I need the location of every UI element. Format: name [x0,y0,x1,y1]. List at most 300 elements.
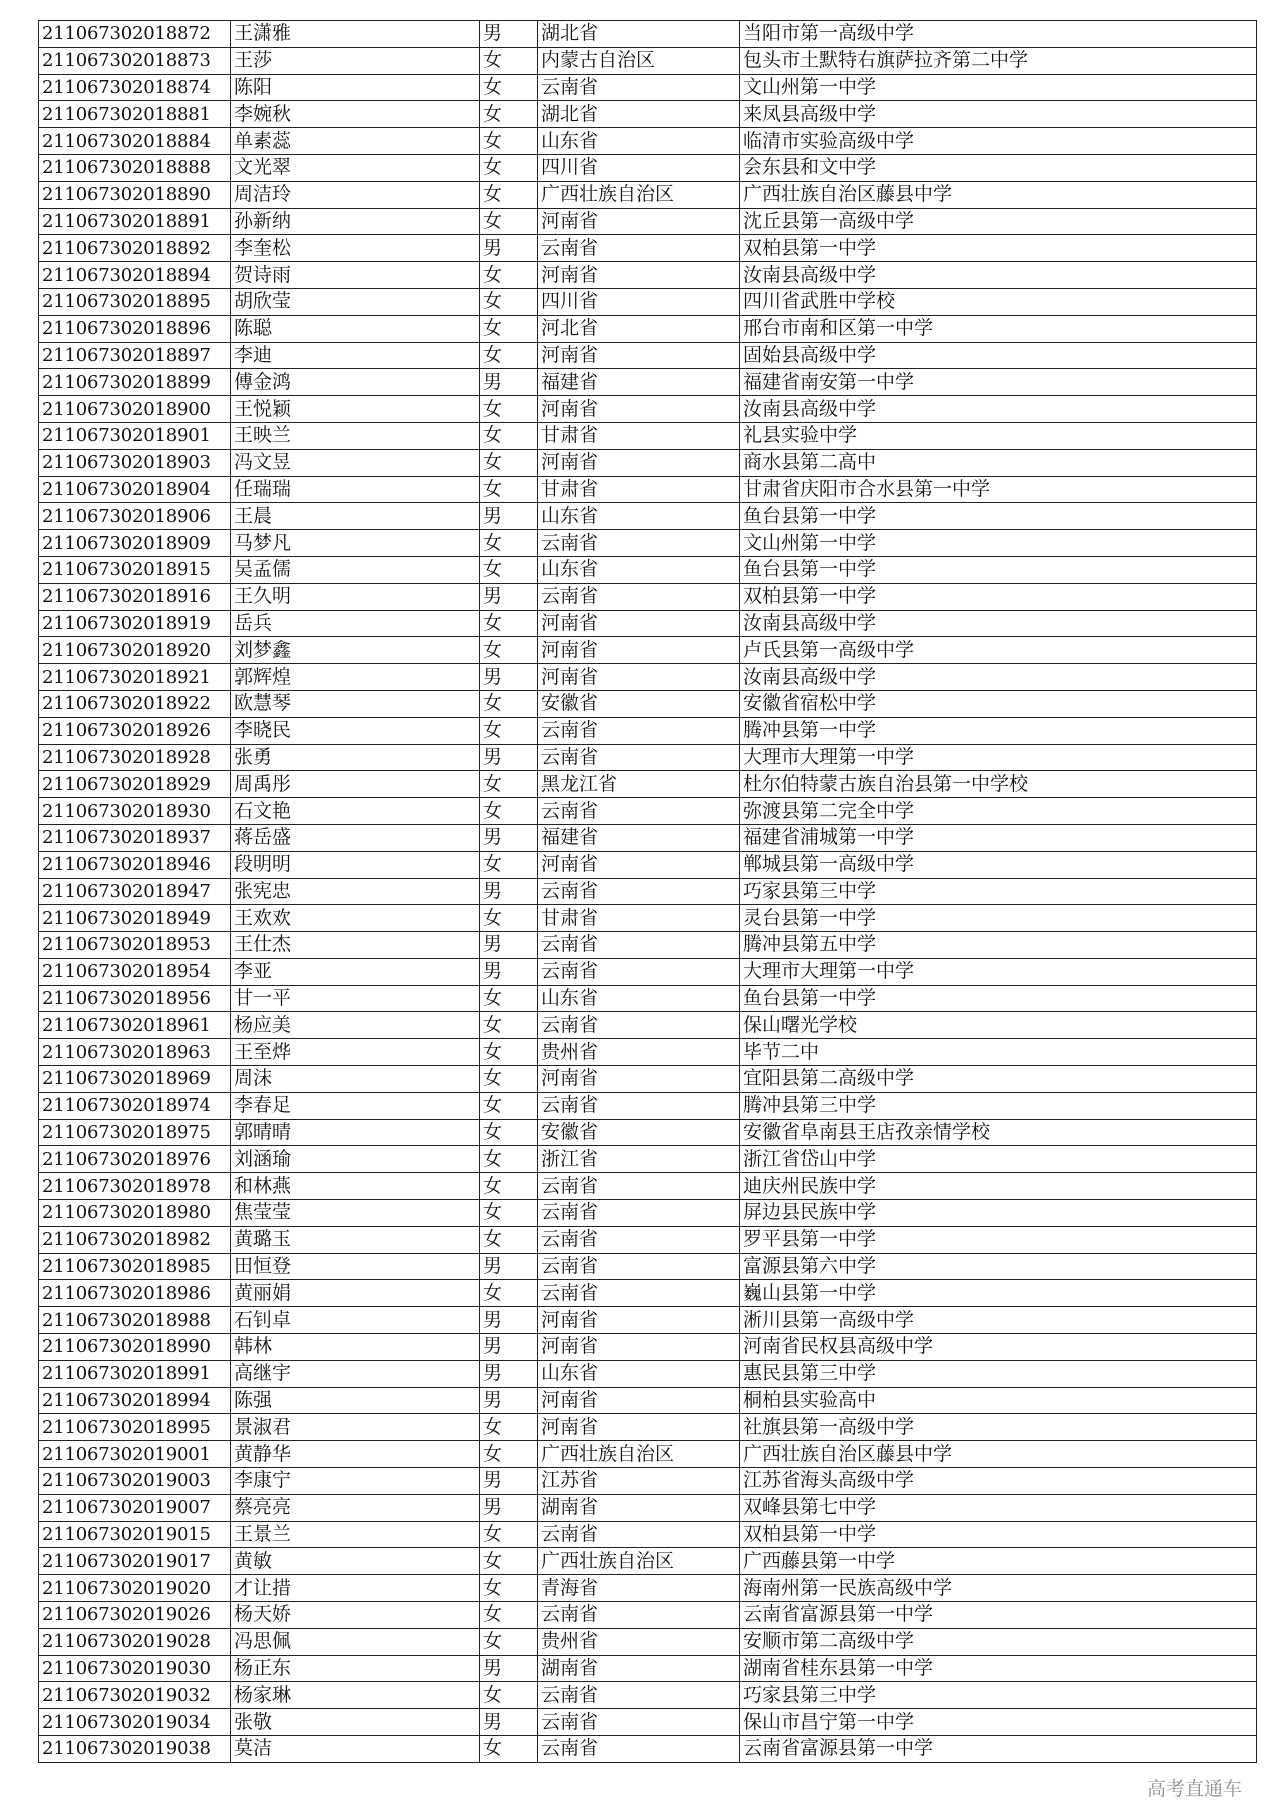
province-cell: 安徽省 [538,690,740,717]
gender-cell: 男 [480,664,538,691]
student-id-cell: 211067302018900 [39,396,231,423]
gender-cell: 女 [480,1521,538,1548]
student-id-cell: 211067302018980 [39,1200,231,1227]
province-cell: 四川省 [538,288,740,315]
student-name-cell: 杨家琳 [231,1682,480,1709]
student-name-cell: 王潇雅 [231,21,480,48]
school-cell: 巧家县第三中学 [740,878,1257,905]
table-row [39,771,1257,798]
school-cell: 汝南县高级中学 [740,610,1257,637]
province-cell: 贵州省 [538,1628,740,1655]
student-name-cell: 甘一平 [231,985,480,1012]
gender-cell: 女 [480,1226,538,1253]
table-row [39,101,1257,128]
student-id-cell: 211067302018915 [39,556,231,583]
student-name-cell: 才让措 [231,1575,480,1602]
student-id-cell: 211067302018929 [39,771,231,798]
table-row [39,1709,1257,1736]
student-id-cell: 211067302018986 [39,1280,231,1307]
student-name-cell: 石文艳 [231,798,480,825]
province-cell: 河南省 [538,1414,740,1441]
table-row [39,583,1257,610]
gender-cell: 男 [480,744,538,771]
gender-cell: 女 [480,154,538,181]
table-row [39,1655,1257,1682]
province-cell: 河南省 [538,208,740,235]
student-name-cell: 焦莹莹 [231,1200,480,1227]
table-row [39,1173,1257,1200]
school-cell: 屏边县民族中学 [740,1200,1257,1227]
table-row [39,1521,1257,1548]
school-cell: 双峰县第七中学 [740,1494,1257,1521]
table-row [39,315,1257,342]
gender-cell: 女 [480,1119,538,1146]
gender-cell: 男 [480,583,538,610]
province-cell: 黑龙江省 [538,771,740,798]
province-cell: 广西壮族自治区 [538,1441,740,1468]
province-cell: 浙江省 [538,1146,740,1173]
province-cell: 云南省 [538,1012,740,1039]
gender-cell: 女 [480,851,538,878]
province-cell: 云南省 [538,1280,740,1307]
gender-cell: 男 [480,1468,538,1495]
gender-cell: 男 [480,1253,538,1280]
table-row [39,1200,1257,1227]
gender-cell: 女 [480,449,538,476]
province-cell: 山东省 [538,128,740,155]
gender-cell: 男 [480,235,538,262]
gender-cell: 女 [480,74,538,101]
table-row [39,154,1257,181]
school-cell: 广西藤县第一中学 [740,1548,1257,1575]
student-name-cell: 王景兰 [231,1521,480,1548]
school-cell: 大理市大理第一中学 [740,744,1257,771]
school-cell: 鱼台县第一中学 [740,556,1257,583]
student-id-cell: 211067302019034 [39,1709,231,1736]
table-row [39,985,1257,1012]
province-cell: 贵州省 [538,1039,740,1066]
school-cell: 福建省浦城第一中学 [740,824,1257,851]
student-id-cell: 211067302018884 [39,128,231,155]
table-row [39,798,1257,825]
gender-cell: 女 [480,610,538,637]
province-cell: 云南省 [538,1226,740,1253]
school-cell: 安顺市第二高级中学 [740,1628,1257,1655]
table-row [39,851,1257,878]
student-name-cell: 杨应美 [231,1012,480,1039]
student-name-cell: 张敬 [231,1709,480,1736]
school-cell: 云南省富源县第一中学 [740,1602,1257,1629]
province-cell: 云南省 [538,1736,740,1763]
table-row [39,262,1257,289]
student-name-cell: 冯思佩 [231,1628,480,1655]
table-row [39,1253,1257,1280]
student-id-cell: 211067302018947 [39,878,231,905]
gender-cell: 男 [480,369,538,396]
student-id-cell: 211067302019020 [39,1575,231,1602]
province-cell: 河南省 [538,1066,740,1093]
table-row [39,1360,1257,1387]
student-id-cell: 211067302018928 [39,744,231,771]
gender-cell: 女 [480,798,538,825]
student-name-cell: 王莎 [231,47,480,74]
student-name-cell: 蔡亮亮 [231,1494,480,1521]
student-id-cell: 211067302018899 [39,369,231,396]
student-id-cell: 211067302018956 [39,985,231,1012]
student-name-cell: 冯文昱 [231,449,480,476]
gender-cell: 女 [480,181,538,208]
table-row [39,1736,1257,1763]
school-cell: 临清市实验高级中学 [740,128,1257,155]
student-name-cell: 张宪忠 [231,878,480,905]
gender-cell: 女 [480,690,538,717]
student-id-cell: 211067302018921 [39,664,231,691]
school-cell: 四川省武胜中学校 [740,288,1257,315]
school-cell: 腾冲县第五中学 [740,932,1257,959]
student-name-cell: 李迪 [231,342,480,369]
gender-cell: 女 [480,208,538,235]
student-id-cell: 211067302019030 [39,1655,231,1682]
school-cell: 安徽省阜南县王店孜亲情学校 [740,1119,1257,1146]
province-cell: 安徽省 [538,1119,740,1146]
province-cell: 青海省 [538,1575,740,1602]
student-name-cell: 贺诗雨 [231,262,480,289]
province-cell: 云南省 [538,878,740,905]
student-id-cell: 211067302019017 [39,1548,231,1575]
student-name-cell: 郭晴晴 [231,1119,480,1146]
student-id-cell: 211067302018891 [39,208,231,235]
province-cell: 河南省 [538,1387,740,1414]
student-name-cell: 周洁玲 [231,181,480,208]
gender-cell: 男 [480,1655,538,1682]
school-cell: 保山曙光学校 [740,1012,1257,1039]
province-cell: 湖南省 [538,1494,740,1521]
student-id-cell: 211067302018963 [39,1039,231,1066]
gender-cell: 女 [480,1682,538,1709]
school-cell: 双柏县第一中学 [740,583,1257,610]
student-id-cell: 211067302018906 [39,503,231,530]
gender-cell: 女 [480,985,538,1012]
gender-cell: 女 [480,771,538,798]
table-row [39,878,1257,905]
school-cell: 会东县和文中学 [740,154,1257,181]
watermark-logo-text: 高考直通车 [1146,1778,1242,1800]
gender-cell: 男 [480,503,538,530]
student-name-cell: 王久明 [231,583,480,610]
province-cell: 山东省 [538,503,740,530]
gender-cell: 女 [480,1012,538,1039]
table-row [39,369,1257,396]
school-cell: 郸城县第一高级中学 [740,851,1257,878]
student-id-cell: 211067302018995 [39,1414,231,1441]
student-id-cell: 211067302018988 [39,1307,231,1334]
school-cell: 甘肃省庆阳市合水县第一中学 [740,476,1257,503]
school-cell: 保山市昌宁第一中学 [740,1709,1257,1736]
school-cell: 双柏县第一中学 [740,235,1257,262]
province-cell: 云南省 [538,74,740,101]
student-name-cell: 马梦凡 [231,530,480,557]
table-row [39,1066,1257,1093]
student-id-cell: 211067302018901 [39,422,231,449]
gender-cell: 女 [480,422,538,449]
province-cell: 湖南省 [538,1655,740,1682]
province-cell: 云南省 [538,1521,740,1548]
student-id-cell: 211067302019028 [39,1628,231,1655]
student-id-cell: 211067302018896 [39,315,231,342]
student-name-cell: 王晨 [231,503,480,530]
school-cell: 商水县第二高中 [740,449,1257,476]
gender-cell: 女 [480,1628,538,1655]
gender-cell: 男 [480,1307,538,1334]
gender-cell: 女 [480,1173,538,1200]
province-cell: 河南省 [538,396,740,423]
student-id-cell: 211067302018982 [39,1226,231,1253]
student-name-cell: 王仕杰 [231,932,480,959]
student-name-cell: 郭辉煌 [231,664,480,691]
school-cell: 巍山县第一中学 [740,1280,1257,1307]
student-id-cell: 211067302018904 [39,476,231,503]
gender-cell: 女 [480,530,538,557]
gender-cell: 男 [480,1360,538,1387]
student-name-cell: 李亚 [231,958,480,985]
student-id-cell: 211067302018890 [39,181,231,208]
student-id-cell: 211067302019007 [39,1494,231,1521]
school-cell: 礼县实验中学 [740,422,1257,449]
student-name-cell: 和林燕 [231,1173,480,1200]
table-row [39,744,1257,771]
province-cell: 四川省 [538,154,740,181]
student-name-cell: 李康宁 [231,1468,480,1495]
student-id-cell: 211067302018961 [39,1012,231,1039]
table-row [39,503,1257,530]
student-name-cell: 黄静华 [231,1441,480,1468]
province-cell: 湖北省 [538,21,740,48]
table-row [39,1280,1257,1307]
gender-cell: 女 [480,1039,538,1066]
table-row [39,1468,1257,1495]
school-cell: 富源县第六中学 [740,1253,1257,1280]
table-row [39,1494,1257,1521]
student-id-cell: 211067302019032 [39,1682,231,1709]
table-row [39,1092,1257,1119]
student-name-cell: 张勇 [231,744,480,771]
student-id-cell: 211067302018881 [39,101,231,128]
gender-cell: 女 [480,342,538,369]
school-cell: 浙江省岱山中学 [740,1146,1257,1173]
student-name-cell: 胡欣莹 [231,288,480,315]
student-name-cell: 黄璐玉 [231,1226,480,1253]
school-cell: 沈丘县第一高级中学 [740,208,1257,235]
school-cell: 罗平县第一中学 [740,1226,1257,1253]
table-row [39,1387,1257,1414]
table-row [39,128,1257,155]
province-cell: 福建省 [538,824,740,851]
school-cell: 社旗县第一高级中学 [740,1414,1257,1441]
student-name-cell: 杨天娇 [231,1602,480,1629]
school-cell: 安徽省宿松中学 [740,690,1257,717]
school-cell: 腾冲县第一中学 [740,717,1257,744]
student-id-cell: 211067302018954 [39,958,231,985]
roster-table [38,20,1257,1763]
school-cell: 固始县高级中学 [740,342,1257,369]
gender-cell: 男 [480,1709,538,1736]
student-id-cell: 211067302018946 [39,851,231,878]
school-cell: 惠民县第三中学 [740,1360,1257,1387]
school-cell: 汝南县高级中学 [740,262,1257,289]
table-row [39,1602,1257,1629]
school-cell: 当阳市第一高级中学 [740,21,1257,48]
province-cell: 广西壮族自治区 [538,181,740,208]
province-cell: 云南省 [538,1173,740,1200]
school-cell: 广西壮族自治区藤县中学 [740,181,1257,208]
table-row [39,1414,1257,1441]
gender-cell: 男 [480,958,538,985]
gender-cell: 女 [480,1146,538,1173]
school-cell: 海南州第一民族高级中学 [740,1575,1257,1602]
table-row [39,342,1257,369]
province-cell: 云南省 [538,1682,740,1709]
student-name-cell: 刘涵瑜 [231,1146,480,1173]
table-row [39,1146,1257,1173]
table-row [39,396,1257,423]
province-cell: 云南省 [538,1200,740,1227]
province-cell: 云南省 [538,1092,740,1119]
student-name-cell: 王欢欢 [231,905,480,932]
student-id-cell: 211067302018895 [39,288,231,315]
gender-cell: 女 [480,101,538,128]
province-cell: 云南省 [538,932,740,959]
gender-cell: 女 [480,905,538,932]
student-name-cell: 黄敏 [231,1548,480,1575]
student-id-cell: 211067302019001 [39,1441,231,1468]
province-cell: 甘肃省 [538,422,740,449]
table-row [39,1334,1257,1361]
province-cell: 河南省 [538,1334,740,1361]
table-row [39,47,1257,74]
student-id-cell: 211067302019038 [39,1736,231,1763]
gender-cell: 女 [480,128,538,155]
province-cell: 云南省 [538,530,740,557]
student-name-cell: 莫洁 [231,1736,480,1763]
gender-cell: 女 [480,1092,538,1119]
table-row [39,1628,1257,1655]
student-name-cell: 石钊卓 [231,1307,480,1334]
table-row [39,288,1257,315]
student-name-cell: 李婉秋 [231,101,480,128]
province-cell: 山东省 [538,1360,740,1387]
student-id-cell: 211067302018872 [39,21,231,48]
province-cell: 云南省 [538,235,740,262]
school-cell: 弥渡县第二完全中学 [740,798,1257,825]
gender-cell: 女 [480,637,538,664]
student-id-cell: 211067302018920 [39,637,231,664]
gender-cell: 女 [480,717,538,744]
student-id-cell: 211067302018953 [39,932,231,959]
table-row [39,610,1257,637]
province-cell: 云南省 [538,1253,740,1280]
student-id-cell: 211067302019003 [39,1468,231,1495]
student-id-cell: 211067302018974 [39,1092,231,1119]
student-name-cell: 高继宇 [231,1360,480,1387]
table-row [39,1441,1257,1468]
province-cell: 河南省 [538,610,740,637]
gender-cell: 男 [480,21,538,48]
student-id-cell: 211067302018894 [39,262,231,289]
province-cell: 云南省 [538,583,740,610]
school-cell: 淅川县第一高级中学 [740,1307,1257,1334]
student-name-cell: 蒋岳盛 [231,824,480,851]
gender-cell: 女 [480,1200,538,1227]
province-cell: 河南省 [538,664,740,691]
student-id-cell: 211067302018922 [39,690,231,717]
province-cell: 云南省 [538,958,740,985]
student-name-cell: 段明明 [231,851,480,878]
student-id-cell: 211067302018978 [39,1173,231,1200]
province-cell: 湖北省 [538,101,740,128]
student-id-cell: 211067302018919 [39,610,231,637]
student-name-cell: 陈阳 [231,74,480,101]
school-cell: 大理市大理第一中学 [740,958,1257,985]
student-name-cell: 单素蕊 [231,128,480,155]
student-name-cell: 李晓民 [231,717,480,744]
table-row [39,664,1257,691]
table-row [39,449,1257,476]
table-row [39,1119,1257,1146]
gender-cell: 男 [480,824,538,851]
table-row [39,422,1257,449]
gender-cell: 女 [480,1280,538,1307]
gender-cell: 男 [480,1334,538,1361]
student-id-cell: 211067302018897 [39,342,231,369]
school-cell: 邢台市南和区第一中学 [740,315,1257,342]
student-id-cell: 211067302018985 [39,1253,231,1280]
table-row [39,1682,1257,1709]
province-cell: 云南省 [538,1602,740,1629]
student-id-cell: 211067302018874 [39,74,231,101]
school-cell: 灵台县第一中学 [740,905,1257,932]
student-name-cell: 欧慧琴 [231,690,480,717]
province-cell: 河南省 [538,262,740,289]
table-row [39,958,1257,985]
student-name-cell: 王映兰 [231,422,480,449]
student-name-cell: 刘梦鑫 [231,637,480,664]
student-name-cell: 王悦颖 [231,396,480,423]
table-row [39,932,1257,959]
student-name-cell: 田恒登 [231,1253,480,1280]
school-cell: 腾冲县第三中学 [740,1092,1257,1119]
student-name-cell: 任瑞瑞 [231,476,480,503]
school-cell: 巧家县第三中学 [740,1682,1257,1709]
student-name-cell: 傅金鸿 [231,369,480,396]
province-cell: 甘肃省 [538,905,740,932]
student-id-cell: 211067302018888 [39,154,231,181]
province-cell: 云南省 [538,744,740,771]
student-name-cell: 陈强 [231,1387,480,1414]
province-cell: 广西壮族自治区 [538,1548,740,1575]
student-name-cell: 文光翠 [231,154,480,181]
school-cell: 双柏县第一中学 [740,1521,1257,1548]
province-cell: 河南省 [538,449,740,476]
student-id-cell: 211067302018873 [39,47,231,74]
school-cell: 杜尔伯特蒙古族自治县第一中学校 [740,771,1257,798]
roster-body [39,21,1257,1763]
gender-cell: 女 [480,1414,538,1441]
province-cell: 甘肃省 [538,476,740,503]
school-cell: 汝南县高级中学 [740,664,1257,691]
gender-cell: 男 [480,878,538,905]
gender-cell: 女 [480,556,538,583]
school-cell: 毕节二中 [740,1039,1257,1066]
